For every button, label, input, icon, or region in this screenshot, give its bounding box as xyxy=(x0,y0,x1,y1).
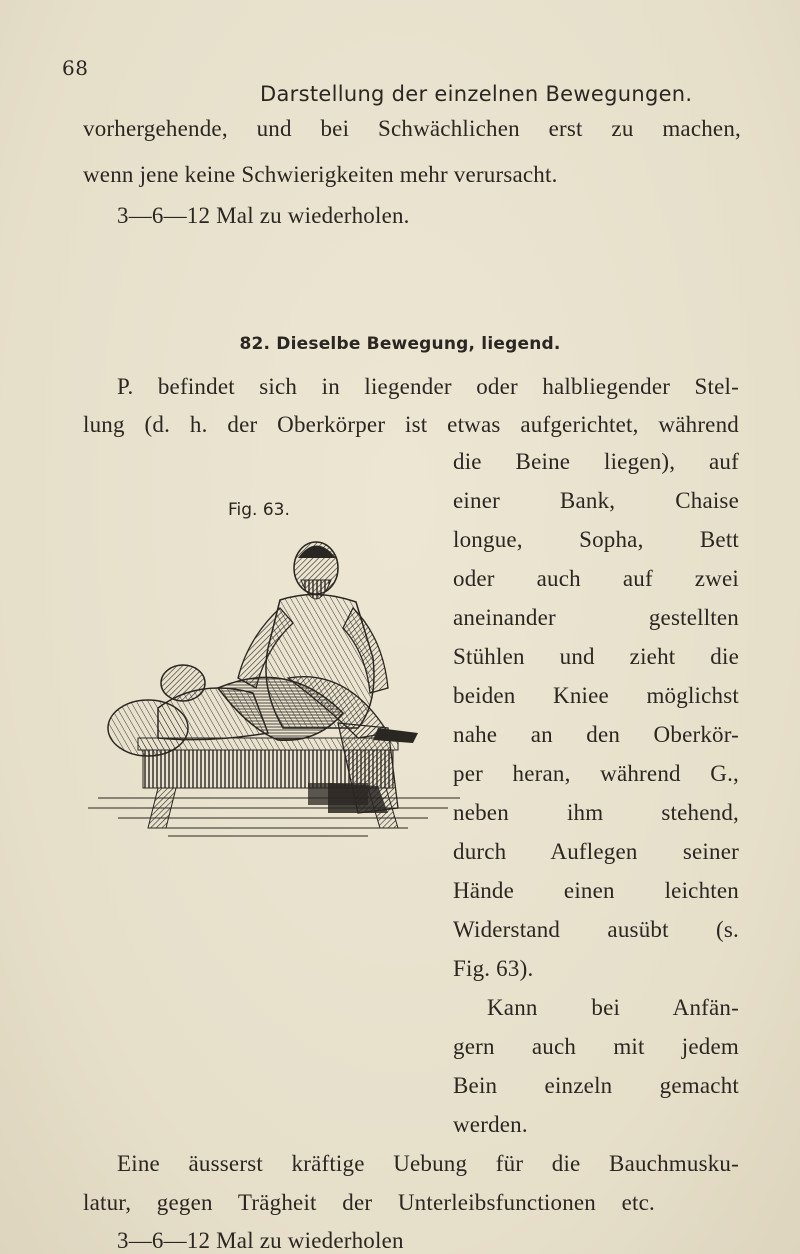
closing-line-1: Eine äusserst kräftige Uebung für die Bauchmusku- xyxy=(117,1151,739,1176)
floor-lines xyxy=(88,798,460,836)
column-line-9: per heran, während G., xyxy=(453,761,739,786)
column-line-11: durch Auflegen seiner xyxy=(453,839,739,864)
column-line-8: nahe an den Oberkör- xyxy=(453,722,739,747)
body-line-1: P. befindet sich in liegender oder halbliegender Stel- xyxy=(117,374,739,399)
column-line-17: Bein einzeln gemacht xyxy=(453,1073,739,1098)
column-line-10: neben ihm stehend, xyxy=(453,800,739,825)
column-line-5: aneinander gestellten xyxy=(453,605,739,630)
column-line-15: Kann bei Anfän- xyxy=(487,995,739,1020)
intro-line-1: vorhergehende, und bei Schwächlichen erst zu machen, xyxy=(83,116,741,141)
page-number: 68 xyxy=(62,56,89,80)
column-line-18: werden. xyxy=(453,1112,528,1137)
column-line-7: beiden Kniee möglichst xyxy=(453,683,739,708)
column-line-3: longue, Sopha, Bett xyxy=(453,527,739,552)
column-line-13: Widerstand ausübt (s. xyxy=(453,917,739,942)
closing-line-3: 3—6—12 Mal zu wiederholen xyxy=(117,1228,404,1253)
body-line-2: lung (d. h. der Oberkörper ist etwas aufgerichtet, während xyxy=(83,412,739,437)
running-title: Darstellung der einzelnen Bewegungen. xyxy=(260,82,693,106)
column-line-14: Fig. 63). xyxy=(453,956,534,981)
column-line-2: einer Bank, Chaise xyxy=(453,488,739,513)
column-line-16: gern auch mit jedem xyxy=(453,1034,739,1059)
column-line-12: Hände einen leichten xyxy=(453,878,739,903)
figure-label: Fig. 63. xyxy=(228,500,290,520)
intro-line-3: 3—6—12 Mal zu wiederholen. xyxy=(117,203,410,228)
column-line-1: die Beine liegen), auf xyxy=(453,449,739,474)
intro-line-2: wenn jene keine Schwierigkeiten mehr verursacht. xyxy=(83,162,558,187)
column-line-6: Stühlen und zieht die xyxy=(453,644,739,669)
figure-63-illustration xyxy=(88,528,460,843)
section-title: 82. Dieselbe Bewegung, liegend. xyxy=(239,334,561,354)
column-line-4: oder auch auf zwei xyxy=(453,566,739,591)
closing-line-2: latur, gegen Trägheit der Unterleibsfunctionen etc. xyxy=(83,1190,655,1215)
